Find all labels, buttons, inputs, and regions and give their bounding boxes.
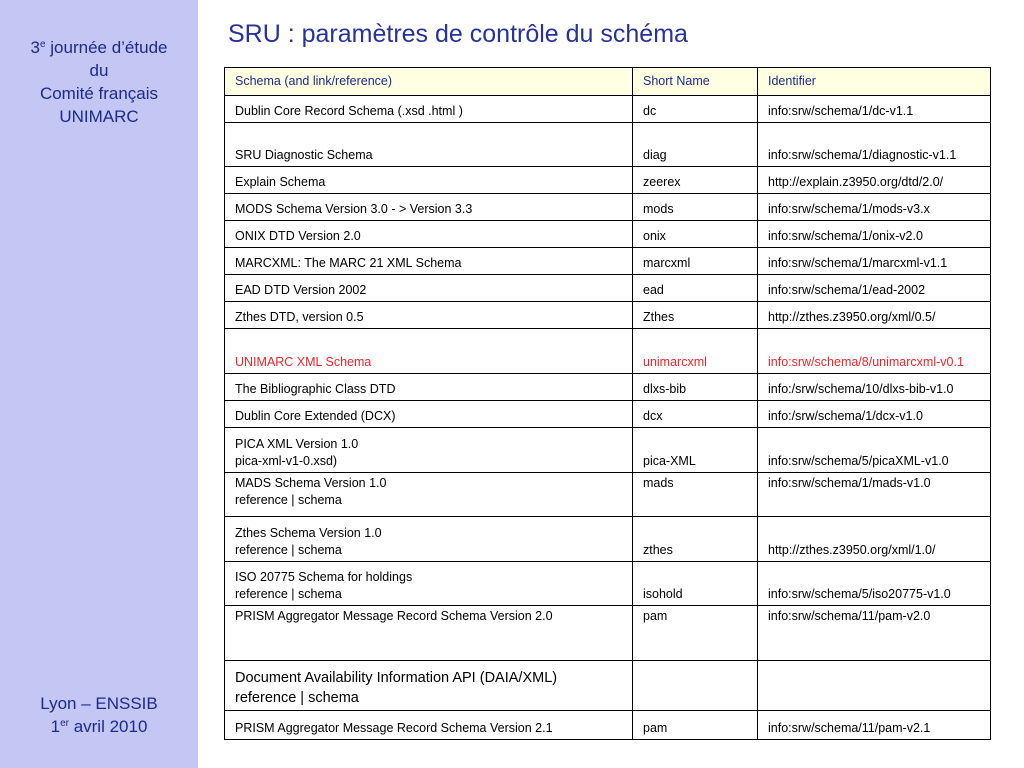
short-name-cell <box>633 661 758 711</box>
identifier-cell: info:srw/schema/1/marcxml-v1.1 <box>758 248 991 275</box>
short-name-cell: zeerex <box>633 167 758 194</box>
short-name-cell: diag <box>633 123 758 167</box>
schema-cell: MODS Schema Version 3.0 - > Version 3.3 <box>225 194 633 221</box>
identifier-cell: info:srw/schema/8/unimarcxml-v0.1 <box>758 329 991 374</box>
table-row-unimarc <box>225 329 991 374</box>
schema-cell: Document Availability Information API (DAIA/XML) reference | schema <box>225 661 633 711</box>
identifier-cell: info:srw/schema/1/mods-v3.x <box>758 194 991 221</box>
short-name-cell: dlxs-bib <box>633 374 758 401</box>
identifier-cell: info:srw/schema/11/pam-v2.1 <box>758 711 991 740</box>
table-row <box>225 221 991 248</box>
identifier-cell: http://explain.z3950.org/dtd/2.0/ <box>758 167 991 194</box>
short-name-cell: dc <box>633 96 758 123</box>
schema-table <box>224 67 991 740</box>
schema-cell: Dublin Core Extended (DCX) <box>225 401 633 428</box>
table-row <box>225 606 991 661</box>
identifier-cell: info:srw/schema/5/picaXML-v1.0 <box>758 428 991 473</box>
event-date: 1er avril 2010 <box>50 717 148 736</box>
table-row <box>225 248 991 275</box>
identifier-cell: info:srw/schema/1/ead-2002 <box>758 275 991 302</box>
schema-cell: SRU Diagnostic Schema <box>225 123 633 167</box>
event-line-1: 3e journée d’étude <box>30 38 168 57</box>
event-info <box>0 36 198 128</box>
event-line-2: du <box>89 61 109 80</box>
schema-cell: Zthes Schema Version 1.0 reference | schema <box>225 517 633 562</box>
identifier-cell: info:srw/schema/1/mads-v1.0 <box>758 473 991 517</box>
slide-title: SRU : paramètres de contrôle du schéma <box>228 20 688 48</box>
short-name-cell: dcx <box>633 401 758 428</box>
schema-cell: UNIMARC XML Schema <box>225 329 633 374</box>
table-row <box>225 167 991 194</box>
short-name-cell: pica-XML <box>633 428 758 473</box>
short-name-cell: mads <box>633 473 758 517</box>
identifier-cell: info:srw/schema/11/pam-v2.0 <box>758 606 991 661</box>
identifier-cell: info:/srw/schema/10/dlxs-bib-v1.0 <box>758 374 991 401</box>
table-row <box>225 374 991 401</box>
header-short-name: Short Name <box>633 68 758 96</box>
schema-cell: PICA XML Version 1.0 pica-xml-v1-0.xsd) <box>225 428 633 473</box>
event-location: Lyon – ENSSIB <box>40 694 158 713</box>
table-row <box>225 275 991 302</box>
short-name-cell: isohold <box>633 562 758 606</box>
header-schema: Schema (and link/reference) <box>225 68 633 96</box>
identifier-cell: http://zthes.z3950.org/xml/0.5/ <box>758 302 991 329</box>
table-row <box>225 428 991 473</box>
schema-cell: ONIX DTD Version 2.0 <box>225 221 633 248</box>
schema-cell: MADS Schema Version 1.0 reference | schema <box>225 473 633 517</box>
schema-cell: Dublin Core Record Schema (.xsd .html ) <box>225 96 633 123</box>
short-name-cell: pam <box>633 711 758 740</box>
table-row <box>225 517 991 562</box>
short-name-cell: onix <box>633 221 758 248</box>
schema-cell: PRISM Aggregator Message Record Schema Version 2.0 <box>225 606 633 661</box>
table-row <box>225 473 991 517</box>
identifier-cell: info:srw/schema/1/onix-v2.0 <box>758 221 991 248</box>
event-location-date <box>0 692 198 738</box>
short-name-cell: mods <box>633 194 758 221</box>
table-row <box>225 194 991 221</box>
table-row <box>225 123 991 167</box>
table-row <box>225 661 991 711</box>
event-line-3: Comité français <box>39 84 159 103</box>
identifier-cell: info:srw/schema/1/dc-v1.1 <box>758 96 991 123</box>
header-identifier: Identifier <box>758 68 991 96</box>
identifier-cell <box>758 661 991 711</box>
schema-cell: MARCXML: The MARC 21 XML Schema <box>225 248 633 275</box>
event-line-4: UNIMARC <box>59 107 139 126</box>
table-row <box>225 401 991 428</box>
short-name-cell: zthes <box>633 517 758 562</box>
schema-cell: PRISM Aggregator Message Record Schema Version 2.1 <box>225 711 633 740</box>
schema-cell: The Bibliographic Class DTD <box>225 374 633 401</box>
table-row <box>225 711 991 740</box>
schema-cell: EAD DTD Version 2002 <box>225 275 633 302</box>
schema-cell: Zthes DTD, version 0.5 <box>225 302 633 329</box>
table-header-row <box>225 68 991 96</box>
short-name-cell: ead <box>633 275 758 302</box>
table-row <box>225 96 991 123</box>
table-row <box>225 562 991 606</box>
schema-cell: Explain Schema <box>225 167 633 194</box>
short-name-cell: unimarcxml <box>633 329 758 374</box>
short-name-cell: pam <box>633 606 758 661</box>
sidebar <box>0 0 198 768</box>
identifier-cell: info:srw/schema/1/diagnostic-v1.1 <box>758 123 991 167</box>
table-row <box>225 302 991 329</box>
identifier-cell: http://zthes.z3950.org/xml/1.0/ <box>758 517 991 562</box>
short-name-cell: marcxml <box>633 248 758 275</box>
schema-cell: ISO 20775 Schema for holdings reference | schema <box>225 562 633 606</box>
short-name-cell: Zthes <box>633 302 758 329</box>
identifier-cell: info:srw/schema/5/iso20775-v1.0 <box>758 562 991 606</box>
identifier-cell: info:/srw/schema/1/dcx-v1.0 <box>758 401 991 428</box>
